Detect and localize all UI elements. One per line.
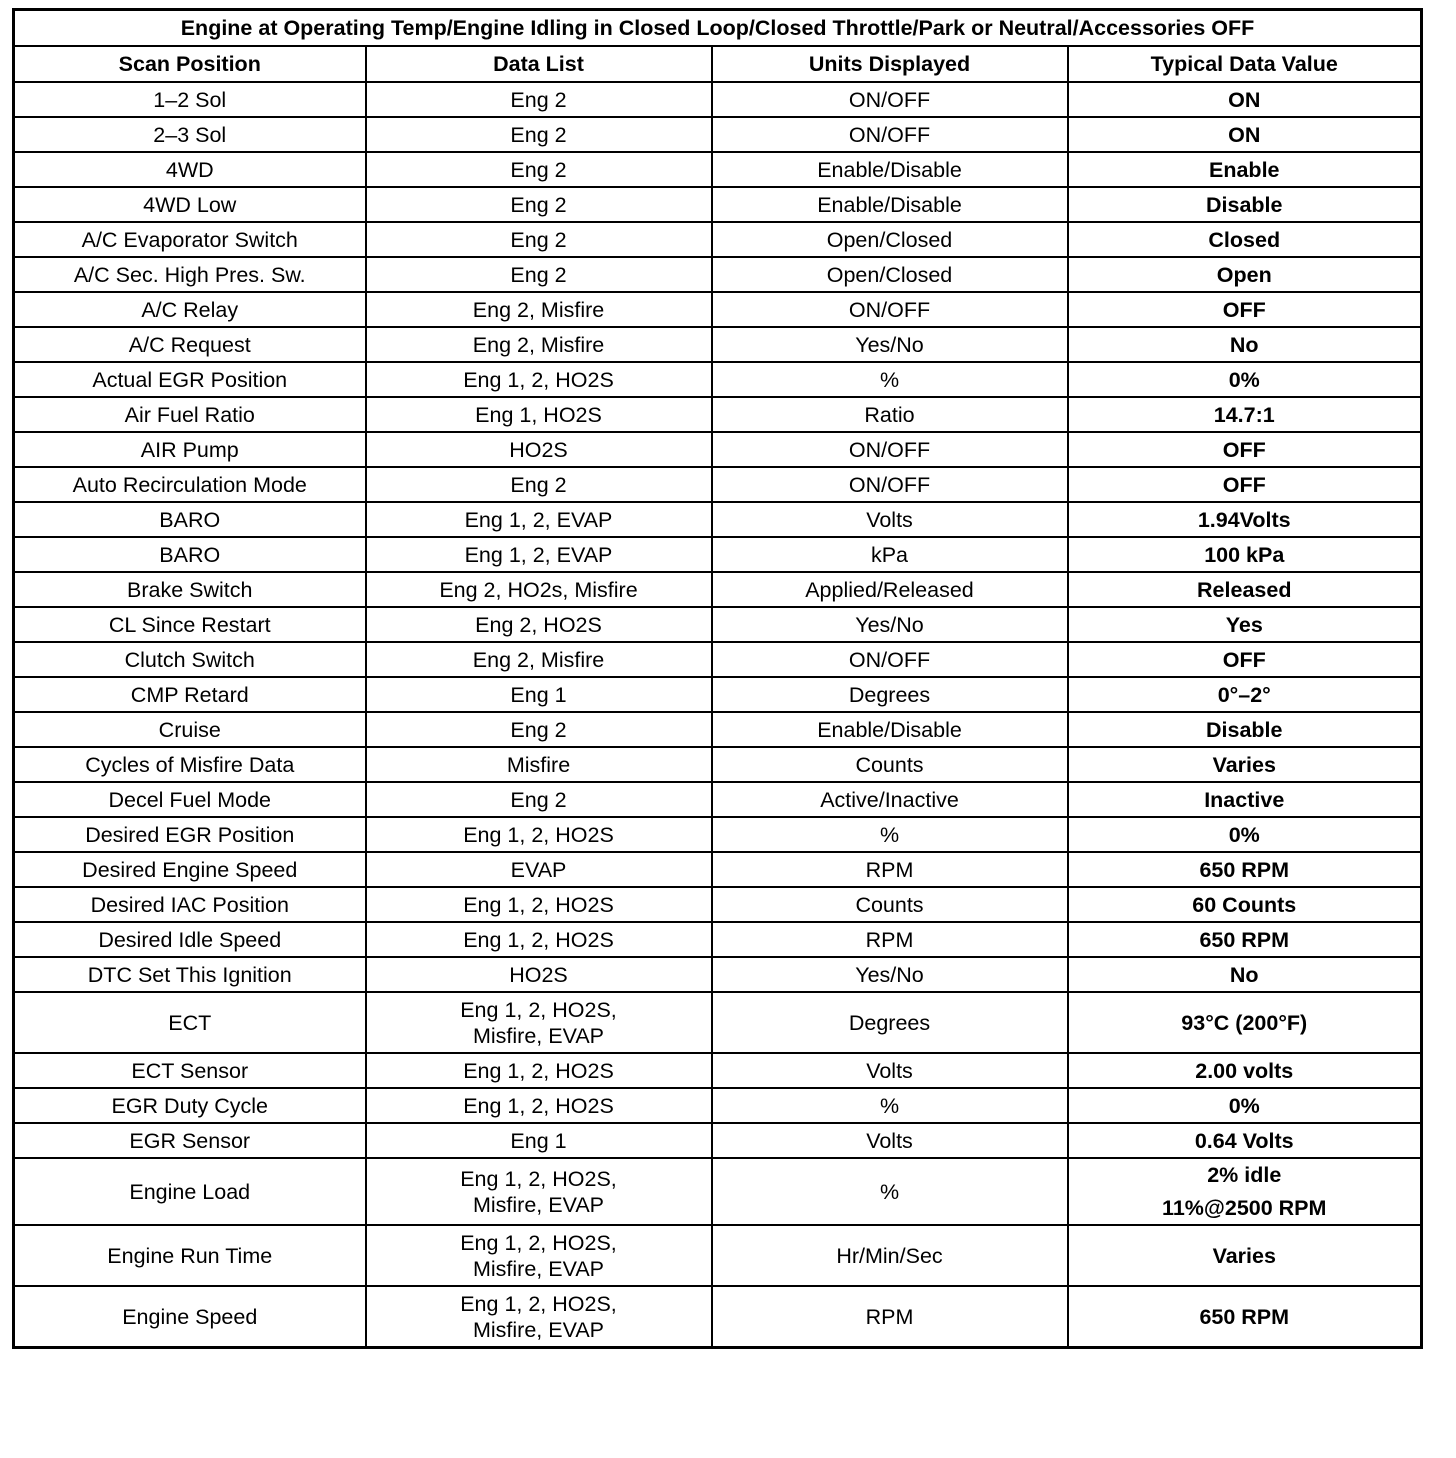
cell-typical-data-value: No: [1068, 327, 1422, 362]
cell-units-displayed: kPa: [712, 537, 1068, 572]
cell-scan-position: Decel Fuel Mode: [14, 782, 366, 817]
table-row: [14, 82, 1422, 117]
cell-data-list: HO2S: [366, 957, 712, 992]
cell-scan-position: A/C Request: [14, 327, 366, 362]
cell-data-list: Eng 1, 2, HO2S: [366, 1053, 712, 1088]
table-row: [14, 397, 1422, 432]
cell-typical-data-value: Varies: [1068, 747, 1422, 782]
header-typical-data-value: Typical Data Value: [1068, 46, 1422, 82]
table-row: [14, 1088, 1422, 1123]
cell-typical-data-value: 0%: [1068, 1088, 1422, 1123]
cell-typical-data-value: 0%: [1068, 362, 1422, 397]
cell-scan-position: A/C Sec. High Pres. Sw.: [14, 257, 366, 292]
cell-typical-data-value: 650 RPM: [1068, 1286, 1422, 1348]
cell-data-list: Eng 2: [366, 117, 712, 152]
cell-typical-data-value: No: [1068, 957, 1422, 992]
cell-units-displayed: Hr/Min/Sec: [712, 1225, 1068, 1286]
cell-typical-data-value: Closed: [1068, 222, 1422, 257]
table-row: [14, 222, 1422, 257]
cell-typical-data-value: [1068, 1158, 1422, 1225]
table-row: [14, 432, 1422, 467]
cell-scan-position: 4WD Low: [14, 187, 366, 222]
cell-data-list: Eng 2: [366, 187, 712, 222]
cell-data-list: Eng 1, 2, HO2S: [366, 922, 712, 957]
cell-data-list-line: Misfire, EVAP: [472, 1023, 604, 1048]
cell-scan-position: Engine Run Time: [14, 1225, 366, 1286]
cell-units-displayed: Ratio: [712, 397, 1068, 432]
table-row: [14, 887, 1422, 922]
cell-scan-position: Desired EGR Position: [14, 817, 366, 852]
cell-scan-position: EGR Duty Cycle: [14, 1088, 366, 1123]
cell-units-displayed: %: [712, 817, 1068, 852]
cell-data-list: [366, 1158, 712, 1225]
cell-typical-data-value: OFF: [1068, 642, 1422, 677]
table-row: [14, 957, 1422, 992]
cell-scan-position: 1–2 Sol: [14, 82, 366, 117]
cell-typical-data-value: 1.94Volts: [1068, 502, 1422, 537]
cell-units-displayed: Volts: [712, 1053, 1068, 1088]
table-row: [14, 362, 1422, 397]
table-row: [14, 677, 1422, 712]
table-body: [14, 82, 1422, 1348]
cell-units-displayed: ON/OFF: [712, 82, 1068, 117]
cell-scan-position: Engine Load: [14, 1158, 366, 1225]
cell-typical-data-value: 60 Counts: [1068, 887, 1422, 922]
scan-data-table: [12, 8, 1423, 1349]
cell-typical-data-value: Disable: [1068, 187, 1422, 222]
table-row: [14, 1053, 1422, 1088]
cell-units-displayed: Counts: [712, 747, 1068, 782]
cell-units-displayed: Degrees: [712, 992, 1068, 1053]
cell-data-list: HO2S: [366, 432, 712, 467]
cell-data-list-line: Eng 1, 2, HO2S,: [460, 1291, 617, 1316]
cell-units-displayed: %: [712, 1158, 1068, 1225]
header-units-displayed: Units Displayed: [712, 46, 1068, 82]
cell-scan-position: Desired Engine Speed: [14, 852, 366, 887]
header-data-list: Data List: [366, 46, 712, 82]
cell-data-list: Eng 1, 2, HO2S: [366, 817, 712, 852]
cell-data-list: Eng 2, Misfire: [366, 292, 712, 327]
cell-typical-data-value: OFF: [1068, 432, 1422, 467]
cell-units-displayed: Yes/No: [712, 327, 1068, 362]
table-caption: Engine at Operating Temp/Engine Idling in Closed Loop/Closed Throttle/Park or Neutral/Accessories OFF: [14, 10, 1422, 47]
cell-typical-data-value: OFF: [1068, 467, 1422, 502]
cell-scan-position: Clutch Switch: [14, 642, 366, 677]
cell-data-list-line: Eng 1, 2, HO2S,: [460, 997, 617, 1022]
cell-typical-data-value: 0%: [1068, 817, 1422, 852]
cell-units-displayed: ON/OFF: [712, 432, 1068, 467]
cell-data-list: Eng 2, Misfire: [366, 642, 712, 677]
cell-typical-data-value: 100 kPa: [1068, 537, 1422, 572]
cell-scan-position: DTC Set This Ignition: [14, 957, 366, 992]
table-row: [14, 467, 1422, 502]
cell-units-displayed: RPM: [712, 922, 1068, 957]
cell-scan-position: EGR Sensor: [14, 1123, 366, 1158]
table-row: [14, 572, 1422, 607]
cell-scan-position: Cruise: [14, 712, 366, 747]
table-row: [14, 607, 1422, 642]
table-row: [14, 327, 1422, 362]
cell-data-list: Eng 2: [366, 82, 712, 117]
cell-units-displayed: ON/OFF: [712, 117, 1068, 152]
cell-data-list: Eng 2: [366, 152, 712, 187]
cell-units-displayed: %: [712, 362, 1068, 397]
table-row: [14, 922, 1422, 957]
cell-units-displayed: ON/OFF: [712, 292, 1068, 327]
cell-typical-data-value: 2.00 volts: [1068, 1053, 1422, 1088]
cell-data-list: EVAP: [366, 852, 712, 887]
cell-scan-position: BARO: [14, 502, 366, 537]
cell-data-list: Eng 2: [366, 257, 712, 292]
cell-units-displayed: Enable/Disable: [712, 712, 1068, 747]
cell-scan-position: A/C Relay: [14, 292, 366, 327]
cell-units-displayed: Volts: [712, 1123, 1068, 1158]
cell-scan-position: ECT Sensor: [14, 1053, 366, 1088]
cell-scan-position: AIR Pump: [14, 432, 366, 467]
cell-scan-position: A/C Evaporator Switch: [14, 222, 366, 257]
cell-typical-data-value: ON: [1068, 117, 1422, 152]
table-row: [14, 852, 1422, 887]
table-row: [14, 1158, 1422, 1225]
table-row: [14, 292, 1422, 327]
cell-scan-position: Engine Speed: [14, 1286, 366, 1348]
table-row: [14, 992, 1422, 1053]
table-row: [14, 502, 1422, 537]
cell-units-displayed: ON/OFF: [712, 467, 1068, 502]
table-row: [14, 187, 1422, 222]
cell-data-list-line: Misfire, EVAP: [472, 1192, 604, 1217]
table-row: [14, 747, 1422, 782]
table-row: [14, 1286, 1422, 1348]
cell-data-list: Eng 1: [366, 677, 712, 712]
cell-typical-data-value: 14.7:1: [1068, 397, 1422, 432]
cell-typical-data-value-line: 11%@2500 RPM: [1162, 1196, 1327, 1220]
table-row: [14, 642, 1422, 677]
cell-data-list: Misfire: [366, 747, 712, 782]
cell-typical-data-value: 0°–2°: [1068, 677, 1422, 712]
cell-typical-data-value: 650 RPM: [1068, 852, 1422, 887]
cell-scan-position: ECT: [14, 992, 366, 1053]
cell-data-list: Eng 1, HO2S: [366, 397, 712, 432]
cell-units-displayed: ON/OFF: [712, 642, 1068, 677]
cell-scan-position: Brake Switch: [14, 572, 366, 607]
cell-scan-position: CL Since Restart: [14, 607, 366, 642]
cell-data-list: [366, 992, 712, 1053]
cell-typical-data-value: OFF: [1068, 292, 1422, 327]
cell-units-displayed: Open/Closed: [712, 257, 1068, 292]
cell-units-displayed: Degrees: [712, 677, 1068, 712]
table-row: [14, 117, 1422, 152]
table-row: [14, 257, 1422, 292]
cell-scan-position: Actual EGR Position: [14, 362, 366, 397]
cell-typical-data-value: Varies: [1068, 1225, 1422, 1286]
cell-scan-position: Desired Idle Speed: [14, 922, 366, 957]
cell-typical-data-value: Open: [1068, 257, 1422, 292]
cell-typical-data-value: Inactive: [1068, 782, 1422, 817]
cell-units-displayed: Enable/Disable: [712, 152, 1068, 187]
table-row: [14, 712, 1422, 747]
cell-units-displayed: Volts: [712, 502, 1068, 537]
cell-scan-position: Cycles of Misfire Data: [14, 747, 366, 782]
cell-typical-data-value: Released: [1068, 572, 1422, 607]
cell-data-list: Eng 2, HO2s, Misfire: [366, 572, 712, 607]
table-row: [14, 537, 1422, 572]
cell-typical-data-value: 0.64 Volts: [1068, 1123, 1422, 1158]
cell-typical-data-value-line: 2% idle: [1207, 1163, 1282, 1187]
cell-units-displayed: Active/Inactive: [712, 782, 1068, 817]
table-row: [14, 1225, 1422, 1286]
cell-data-list: Eng 1, 2, HO2S: [366, 887, 712, 922]
cell-scan-position: 2–3 Sol: [14, 117, 366, 152]
cell-scan-position: Auto Recirculation Mode: [14, 467, 366, 502]
cell-units-displayed: Yes/No: [712, 957, 1068, 992]
cell-typical-data-value: 93°C (200°F): [1068, 992, 1422, 1053]
cell-data-list: Eng 1, 2, EVAP: [366, 502, 712, 537]
cell-data-list: Eng 2: [366, 467, 712, 502]
cell-data-list: Eng 2: [366, 222, 712, 257]
table-row: [14, 152, 1422, 187]
header-row: [14, 46, 1422, 82]
cell-scan-position: BARO: [14, 537, 366, 572]
cell-typical-data-value: Yes: [1068, 607, 1422, 642]
cell-typical-data-value: Disable: [1068, 712, 1422, 747]
cell-typical-data-value: ON: [1068, 82, 1422, 117]
cell-data-list: Eng 1, 2, HO2S: [366, 362, 712, 397]
cell-data-list: Eng 1, 2, HO2S: [366, 1088, 712, 1123]
cell-data-list: Eng 2, HO2S: [366, 607, 712, 642]
cell-scan-position: Desired IAC Position: [14, 887, 366, 922]
cell-units-displayed: RPM: [712, 852, 1068, 887]
cell-data-list: Eng 2: [366, 712, 712, 747]
cell-units-displayed: %: [712, 1088, 1068, 1123]
cell-units-displayed: Counts: [712, 887, 1068, 922]
cell-units-displayed: Enable/Disable: [712, 187, 1068, 222]
cell-data-list-line: Eng 1, 2, HO2S,: [460, 1230, 617, 1255]
cell-units-displayed: Yes/No: [712, 607, 1068, 642]
cell-units-displayed: Open/Closed: [712, 222, 1068, 257]
cell-units-displayed: RPM: [712, 1286, 1068, 1348]
table-row: [14, 1123, 1422, 1158]
cell-typical-data-value: Enable: [1068, 152, 1422, 187]
table-row: [14, 817, 1422, 852]
cell-data-list-line: Misfire, EVAP: [472, 1256, 604, 1281]
cell-scan-position: Air Fuel Ratio: [14, 397, 366, 432]
cell-scan-position: CMP Retard: [14, 677, 366, 712]
cell-data-list: Eng 2: [366, 782, 712, 817]
cell-scan-position: 4WD: [14, 152, 366, 187]
cell-data-list: [366, 1286, 712, 1348]
cell-data-list: Eng 1, 2, EVAP: [366, 537, 712, 572]
table-row: [14, 782, 1422, 817]
cell-data-list-line: Eng 1, 2, HO2S,: [460, 1166, 617, 1191]
cell-units-displayed: Applied/Released: [712, 572, 1068, 607]
cell-data-list: Eng 2, Misfire: [366, 327, 712, 362]
cell-typical-data-value: 650 RPM: [1068, 922, 1422, 957]
cell-data-list-line: Misfire, EVAP: [472, 1317, 604, 1342]
cell-data-list: Eng 1: [366, 1123, 712, 1158]
cell-data-list: [366, 1225, 712, 1286]
header-scan-position: Scan Position: [14, 46, 366, 82]
